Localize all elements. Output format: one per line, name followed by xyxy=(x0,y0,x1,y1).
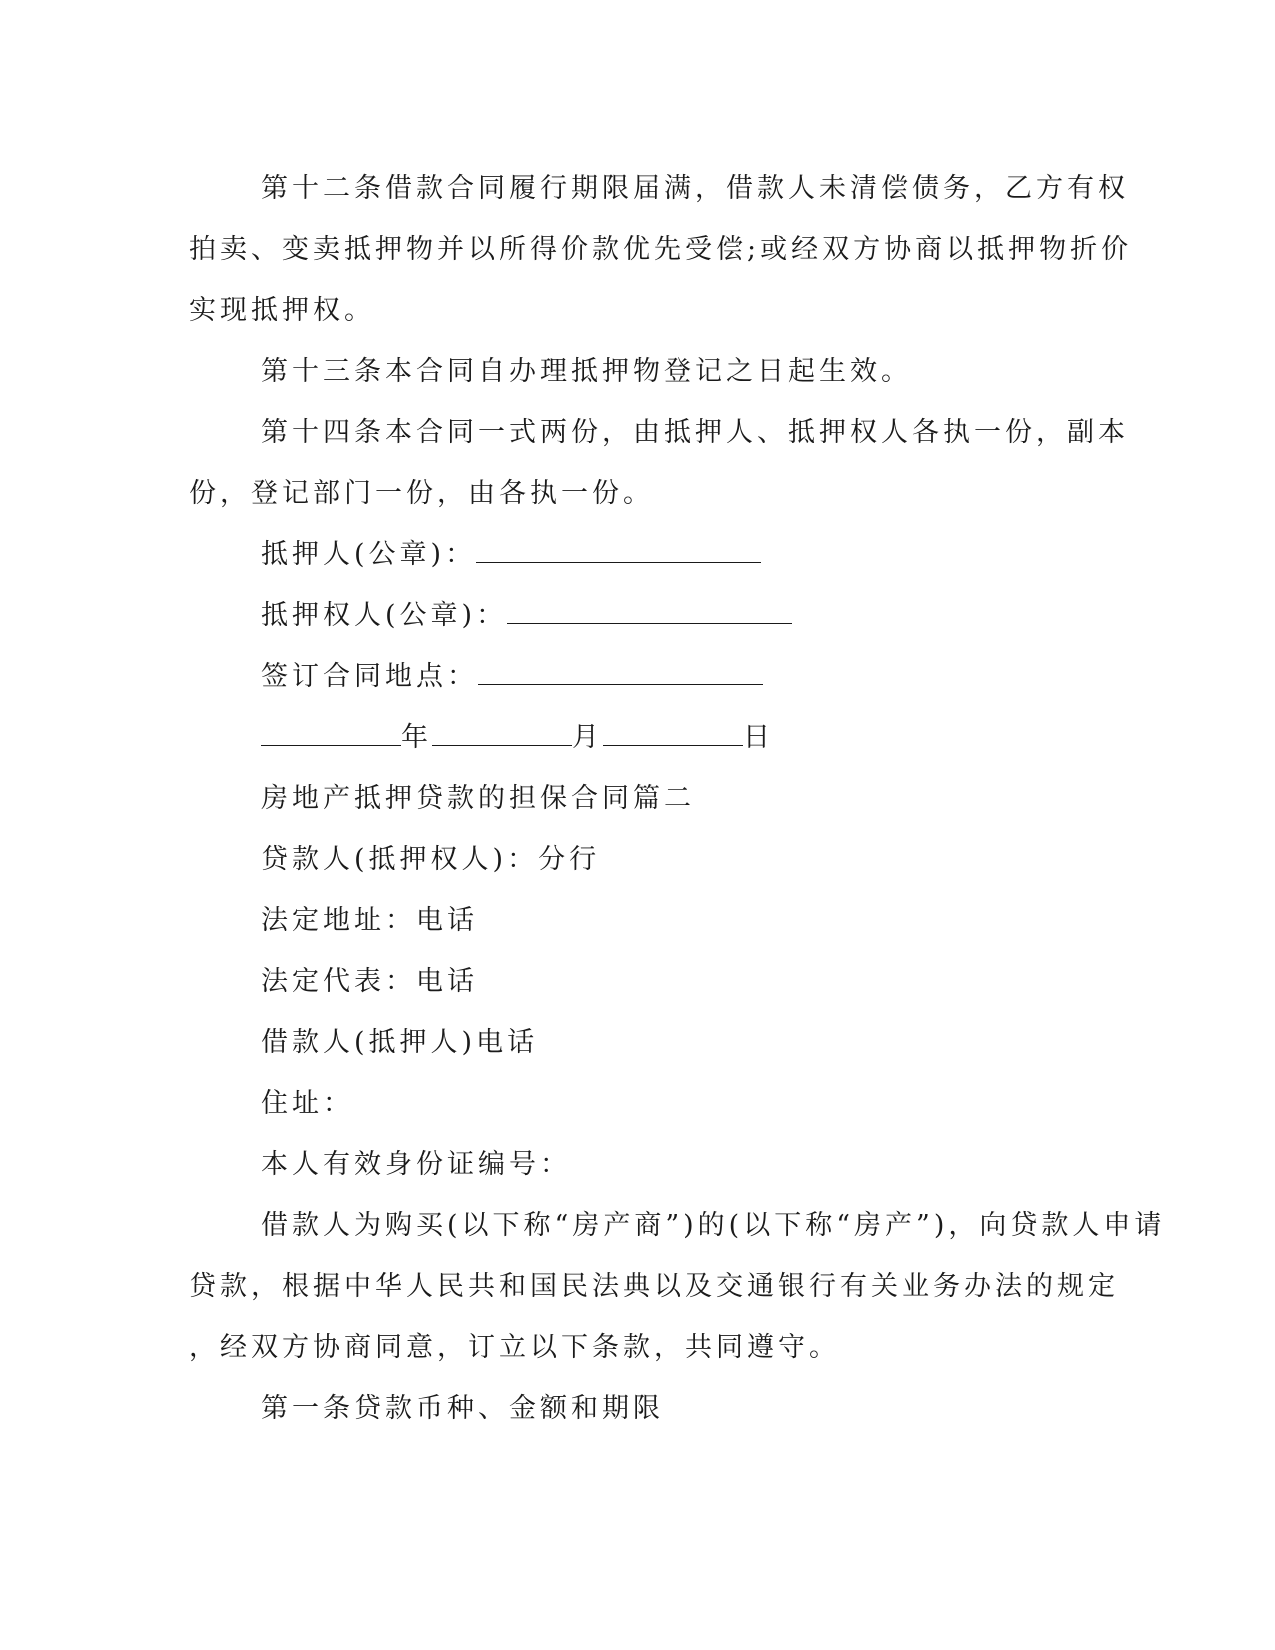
legal-representative-line: 法定代表：电话 xyxy=(261,966,478,997)
address-line: 住址： xyxy=(261,1088,354,1119)
article-12-line-2: 拍卖、变卖抵押物并以所得价款优先受偿;或经双方协商以抵押物折价 xyxy=(189,234,1133,265)
part2-title: 房地产抵押贷款的担保合同篇二 xyxy=(261,783,695,814)
intro-line-1: 借款人为购买(以下称“房产商”)的(以下称“房产”)，向贷款人申请 xyxy=(261,1210,1166,1241)
mortgagor-blank xyxy=(476,540,761,563)
intro-line-3: ，经双方协商同意，订立以下条款，共同遵守。 xyxy=(189,1332,840,1363)
article-12-line-3: 实现抵押权。 xyxy=(189,295,375,326)
article-12-line-1: 第十二条借款合同履行期限届满，借款人未清偿债务，乙方有权 xyxy=(261,173,1129,204)
legal-address-line: 法定地址：电话 xyxy=(261,905,478,936)
article-1-heading: 第一条贷款币种、金额和期限 xyxy=(261,1393,664,1424)
year-label: 年 xyxy=(401,722,432,753)
lender-line: 贷款人(抵押权人)：分行 xyxy=(261,844,601,875)
article-13: 第十三条本合同自办理抵押物登记之日起生效。 xyxy=(261,356,912,387)
mortgagee-signature-line xyxy=(189,585,1079,646)
article-14-line-1: 第十四条本合同一式两份，由抵押人、抵押权人各执一份，副本 xyxy=(261,417,1129,448)
article-14-line-2: 份，登记部门一份，由各执一份。 xyxy=(189,478,654,509)
day-label: 日 xyxy=(743,722,774,753)
signing-place-label: 签订合同地点： xyxy=(261,661,478,692)
month-label: 月 xyxy=(572,722,603,753)
mortgagee-label: 抵押权人(公章)： xyxy=(261,600,508,631)
signing-place-line xyxy=(189,646,1079,707)
borrower-line: 借款人(抵押人)电话 xyxy=(261,1027,539,1058)
signing-place-blank xyxy=(478,662,763,685)
document-body xyxy=(189,158,1166,1439)
day-blank xyxy=(603,723,743,746)
mortgagor-signature-line xyxy=(189,524,1079,585)
mortgagee-blank xyxy=(507,601,792,624)
year-blank xyxy=(261,723,401,746)
id-number-line: 本人有效身份证编号： xyxy=(261,1149,571,1180)
intro-line-2: 贷款，根据中华人民共和国民法典以及交通银行有关业务办法的规定 xyxy=(189,1271,1119,1302)
mortgagor-label: 抵押人(公章)： xyxy=(261,539,477,570)
month-blank xyxy=(432,723,572,746)
date-line xyxy=(189,707,1079,768)
